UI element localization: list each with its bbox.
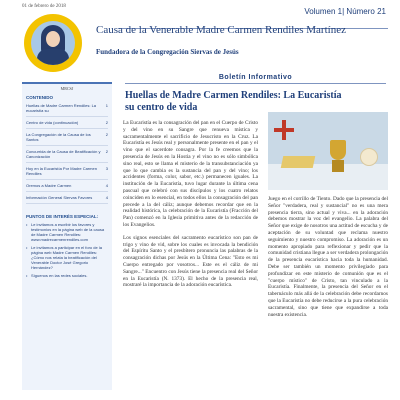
sidebar <box>22 82 112 390</box>
contents-heading: CONTENIDO <box>26 95 53 100</box>
article-column-1 <box>123 120 258 295</box>
toc-page: 2 <box>105 120 108 125</box>
toc-item[interactable] <box>26 132 108 146</box>
toc-label: Información General Siervas Favores <box>26 195 93 200</box>
point-item <box>26 222 108 242</box>
toc-page: 4 <box>105 183 108 188</box>
volume-number: Volumen 1| Número 21 <box>304 7 386 16</box>
toc-label: Hoy en la Eucaristía Por Madre Carmen Rendiles <box>26 166 97 176</box>
toc-page: 2 <box>105 149 108 154</box>
article-paragraph: Los signos esenciales del sacramento eucarístico son pan de trigo y vino de vid, sobre los cuales es invocada la bendición del Espíritu Santo y el presbítero pronuncia las palabras de la consagración dichas por Jesús en la Última Cena: "Esto es mi Cuerpo entregado por vosotros... Este es el cáliz de mi Sangre..." Encuentro con Jesús tiene la presencia real del Señor en la Eucaristía (N. 1373). El hecho de la presencia real, mostraré la importancia de la adoración eucarística. <box>123 234 258 289</box>
article-paragraph: La Eucaristía es la consagración del pan en el Cuerpo de Cristo y del vino en su Sangre que renueva mística y sacramentalmente el sacrificio de Jesucristo en la Cruz. La Eucaristía es Jesús real y personalmente presente en el pan y el vino que el sacerdote consagra. Por la fe creemos que la presencia de Jesús en la Hostia y el vino no es sólo simbólica sino real, esto se llama el misterio de la transubstanciación ya que lo que cambia es la sustancia del pan y del vino; los accidentes (forma, color, sabor, etc.) permanecen iguales. La institución de la Eucaristía, tuvo lugar durante la última cena pascual que celebró con sus discípulos y los cuatro relatos coinciden en lo esencial, en todos ellos la consagración del pan precede a la del cáliz; aunque debemos recordar que en la realidad histórica, la celebración de la Eucaristía (Fracción del Pan) comenzó en la Iglesia primitiva antes de la redacción de los Evangelios. <box>123 120 258 228</box>
point-item <box>26 273 108 278</box>
toc-page: 1 <box>105 103 108 108</box>
points-heading: PUNTOS DE INTERÉS ESPECIAL: <box>26 214 99 219</box>
toc-page: 2 <box>105 132 108 137</box>
chalice-base <box>332 160 344 172</box>
toc-label: La Congregación de la Causa de los Santos <box>26 132 91 142</box>
toc-label: Concurrida de la Causa de Beatificación y Canonización <box>26 149 101 159</box>
cross-icon <box>274 120 294 140</box>
article-column-2: Juego en el corrillo de Tiento. Dado que la presencia del Señor "verdadera, real y sustancial" no es una mera presencia tierra, sino actual y viva... en la adoración debemos mostrar la voz del evangelio. La palabra del Señor que exige de nosotros una actitud de escucha y de aceptación de su voluntad que reclama nuestro seguimiento y nuestro compromiso. La adoración es un momento apropiado para reflexionar y pedir que la comunidad cristiana llegue a ser verdadera prolongación de la presencia eucarística hacia toda la humanidad. Debe ser también un momento privilegiado para profundizar en este misterio de comunión que es el "cuerpo místico" de Cristo, tan vinculado a la Eucaristía. Finalmente, la presencia del Señor en el tabernáculo más allá de la celebración debe recordarnos que la Eucaristía no debe reducirse a la pura celebración sacramental, sino que tiene que expandirse a toda nuestra existencia. <box>268 196 388 318</box>
portrait-caption: MRCSJ <box>60 86 74 91</box>
toc-label: Huellas de Madre Carmen Rendiles: La eucaristía su <box>26 103 97 113</box>
portrait-face <box>46 31 60 47</box>
section-banner: Boletín Informativo <box>125 74 386 84</box>
point-text: Le invitamos a escribir los favores y testimonios en la página web de la causa de Madre Carmen Rendiles: www.madrecarmenrendiles.com <box>31 222 105 242</box>
host-icon <box>360 148 378 166</box>
issue-date: 01 de febrero de 2018 <box>22 4 66 9</box>
portrait-habit <box>37 49 69 65</box>
toc-page: 4 <box>105 195 108 200</box>
newsletter-subtitle: Fundadora de la Congregación Siervas de Jesús <box>96 48 239 56</box>
eucharist-image <box>268 112 388 190</box>
toc-item[interactable] <box>26 183 108 192</box>
toc-item[interactable] <box>26 103 108 117</box>
bullet-icon: • <box>26 273 28 278</box>
portrait-emblem <box>24 14 82 72</box>
article-title: Huellas de Madre Carmen Rendiles: La Eucaristía su centro de vida <box>125 90 342 113</box>
bullet-icon: • <box>26 245 28 250</box>
toc-item[interactable] <box>26 195 108 204</box>
toc-label: Centro de vida (continuación) <box>26 120 79 125</box>
point-item <box>26 245 108 270</box>
toc-item[interactable] <box>26 120 108 129</box>
point-text: Le invitamos a participar en el foro de la página web Madre Carmen Rendiles: ¿Cómo nos relata la beatificación del Venerable Doctor José Gregorio Hernández? <box>31 245 102 270</box>
point-text: Síguenos en las redes sociales. <box>31 273 88 278</box>
special-points <box>22 214 112 278</box>
newsletter-title: Causa de la Venerable Madre Carmen Rendiles Martínez <box>96 24 346 36</box>
chalice-icon <box>330 140 346 160</box>
toc-label: Oremos a Madre Carmen <box>26 183 72 188</box>
toc-item[interactable] <box>26 149 108 163</box>
book-icon <box>281 156 316 168</box>
bullet-icon: • <box>26 222 28 227</box>
portrait-image <box>31 21 75 65</box>
toc-page: 3 <box>105 166 108 171</box>
toc-item[interactable] <box>26 166 108 180</box>
